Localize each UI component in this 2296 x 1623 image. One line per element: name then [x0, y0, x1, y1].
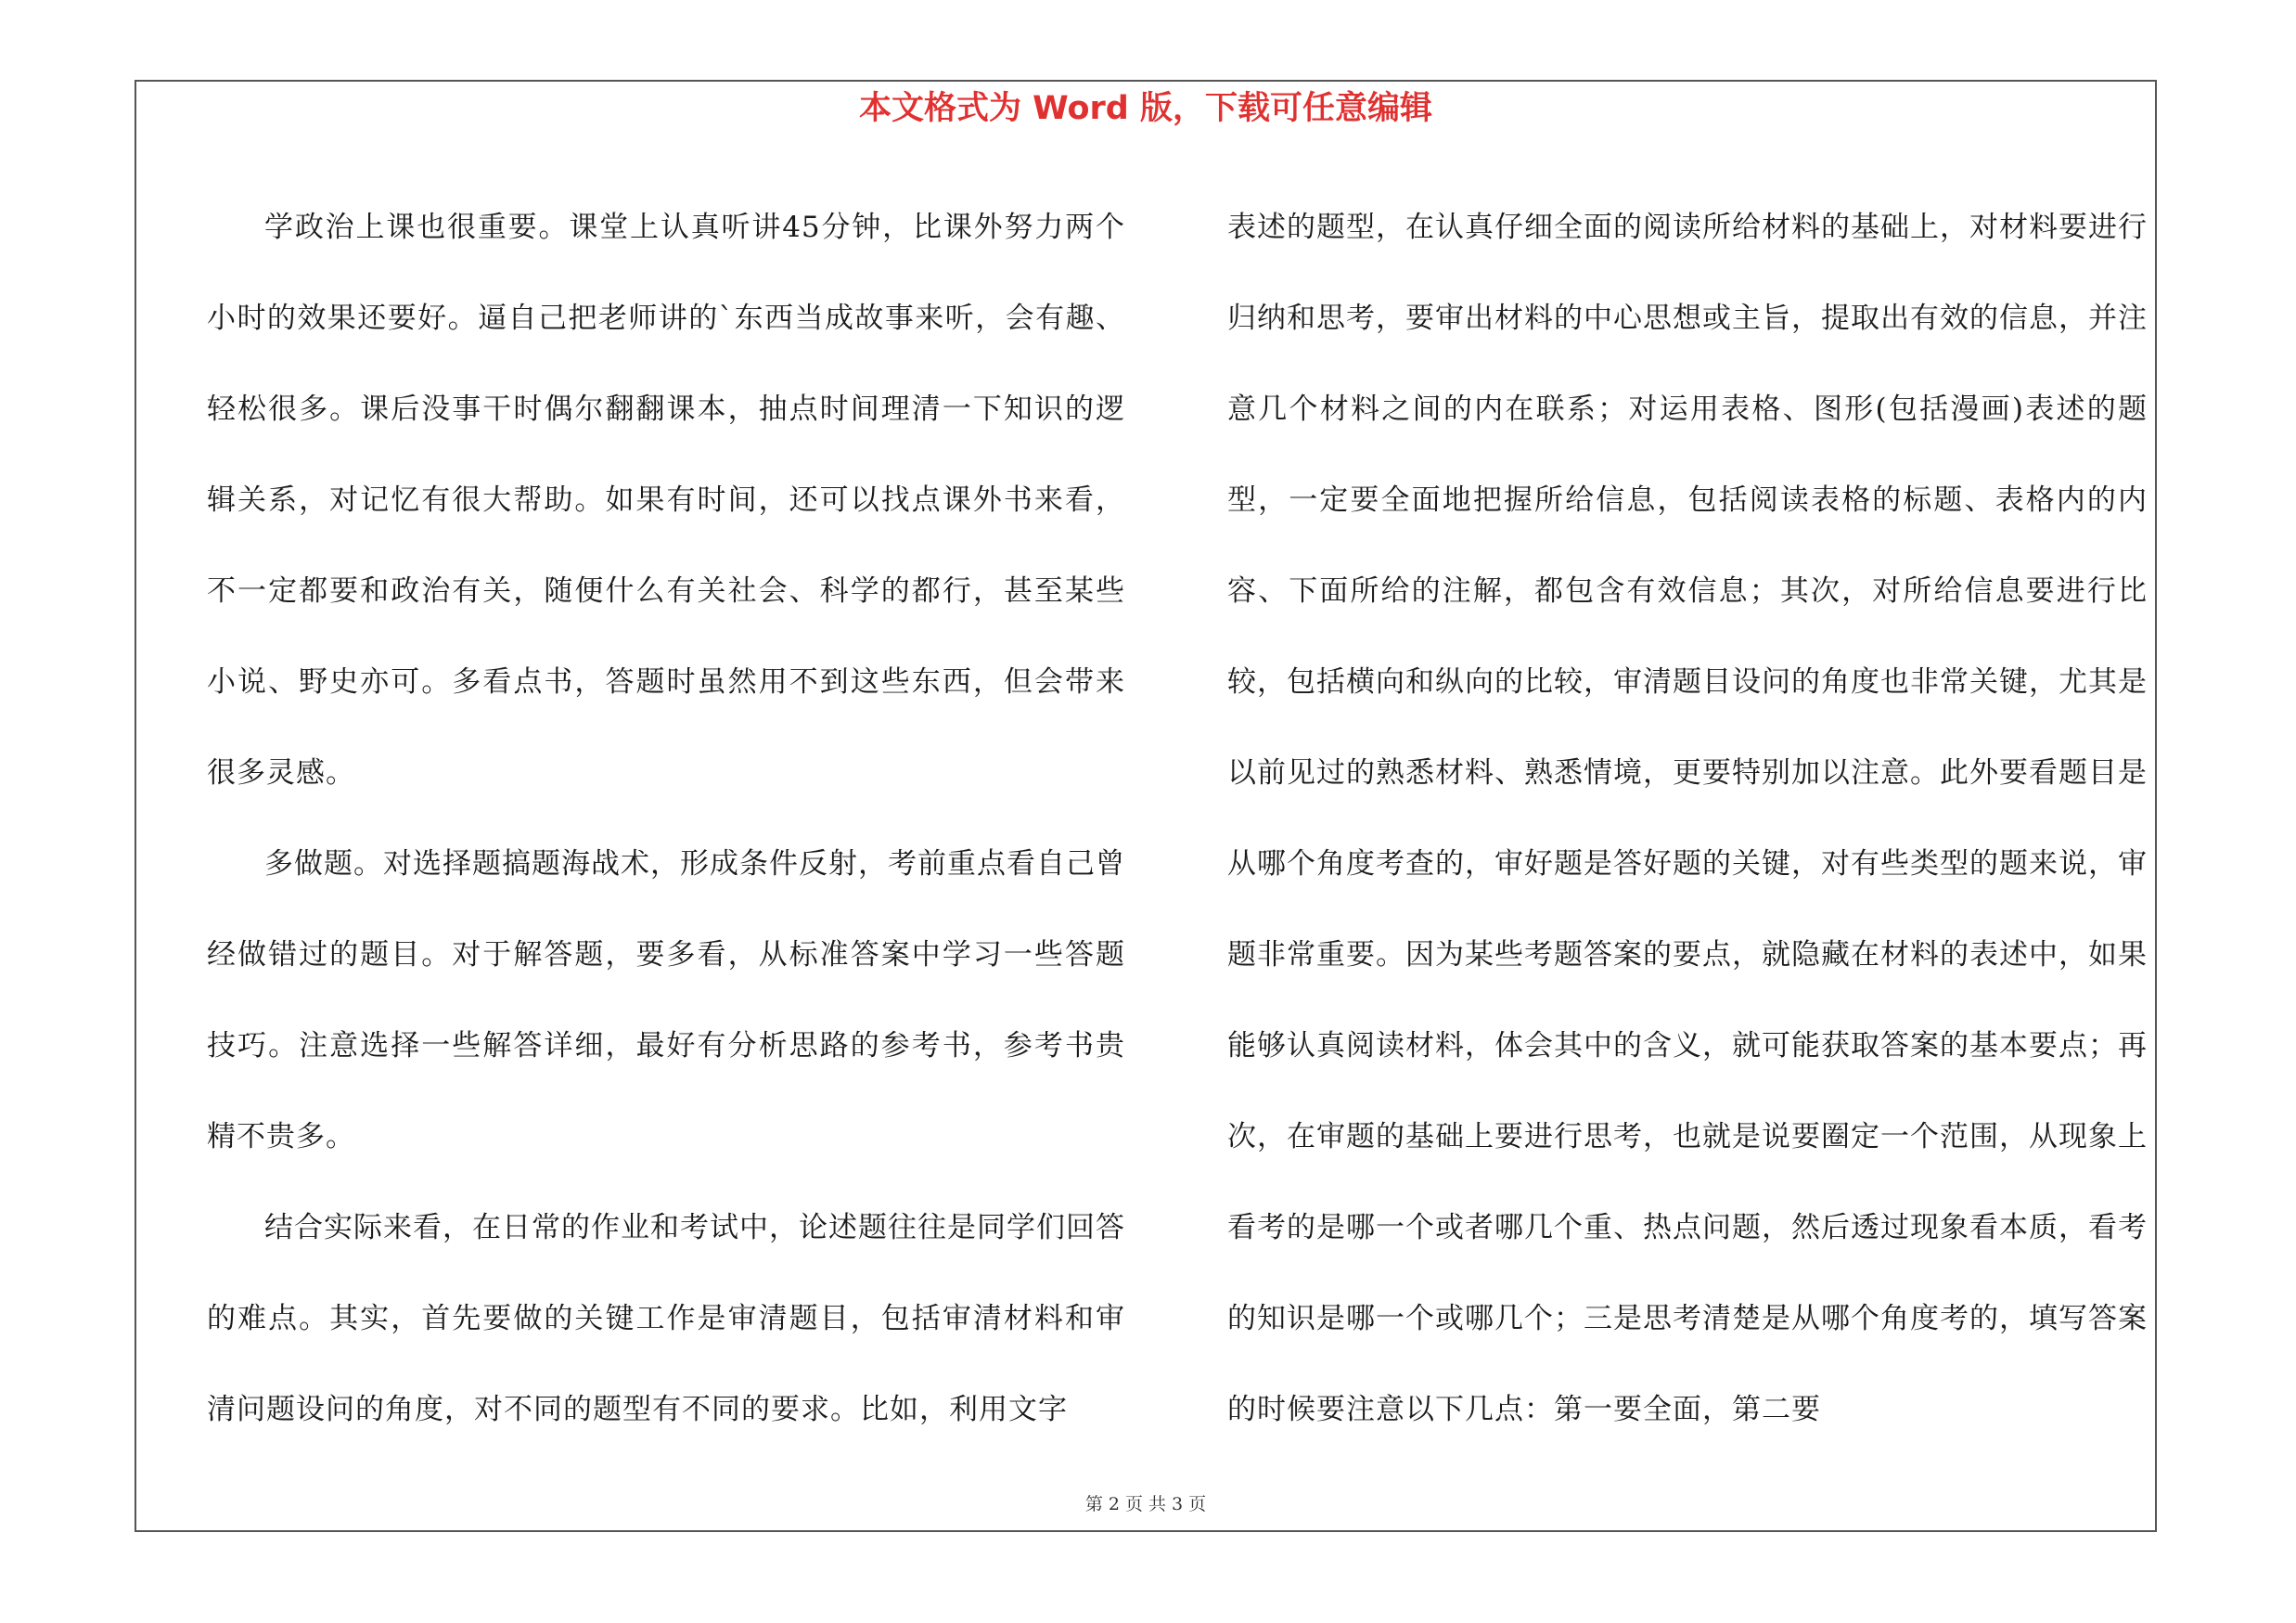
page-number: 第 2 页 共 3 页 [1084, 1494, 1207, 1514]
paragraph: 多做题。对选择题搞题海战术，形成条件反射，考前重点看自己曾经做错过的题目。对于解答题，要多看，从标准答案中学习一些答题技巧。注意选择一些解答详细，最好有分析思路的参考书，参考书贵精不贵多。 [207, 847, 1125, 1153]
paragraph: 学政治上课也很重要。课堂上认真听讲45分钟，比课外努力两个小时的效果还要好。逼自己把老师讲的`东西当成故事来听，会有趣、轻松很多。课后没事干时偶尔翻翻课本，抽点时间理清一下知识的逻辑关系，对记忆有很大帮助。如果有时间，还可以找点课外书来看，不一定都要和政治有关，随便什么有关社会、科学的都行，甚至某些小说、野史亦可。多看点书，答题时虽然用不到这些东西，但会带来很多灵感。 [207, 211, 1125, 790]
left-column [207, 182, 1125, 1455]
paragraph: 结合实际来看，在日常的作业和考试中，论述题往往是同学们回答的难点。其实，首先要做的关键工作是审清题目，包括审清材料和审清问题设问的角度，对不同的题型有不同的要求。比如，利用文字 [207, 1211, 1125, 1426]
right-column [1227, 182, 2148, 1455]
paragraph-continued: 表述的题型，在认真仔细全面的阅读所给材料的基础上，对材料要进行归纳和思考，要审出材料的中心思想或主旨，提取出有效的信息，并注意几个材料之间的内在联系；对运用表格、图形(包括漫画)表述的题型，一定要全面地把握所给信息，包括阅读表格的标题、表格内的内容、下面所给的注解，都包含有效信息；其次，对所给信息要进行比较，包括横向和纵向的比较，审清题目设问的角度也非常关键，尤其是以前见过的熟悉材料、熟悉情境，更要特别加以注意。此外要看题目是从哪个角度考查的，审好题是答好题的关键，对有些类型的题来说，审题非常重要。因为某些考题答案的要点，就隐藏在材料的表述中，如果能够认真阅读材料，体会其中的含义，就可能获取答案的基本要点；再次，在审题的基础上要进行思考，也就是说要圈定一个范围，从现象上看考的是哪一个或者哪几个重、热点问题，然后透过现象看本质，看考的知识是哪一个或哪几个；三是思考清楚是从哪个角度考的，填写答案的时候要注意以下几点：第一要全面，第二要 [1227, 211, 2148, 1426]
document-header: 本文格式为 Word 版，下载可任意编辑 [858, 90, 1433, 127]
